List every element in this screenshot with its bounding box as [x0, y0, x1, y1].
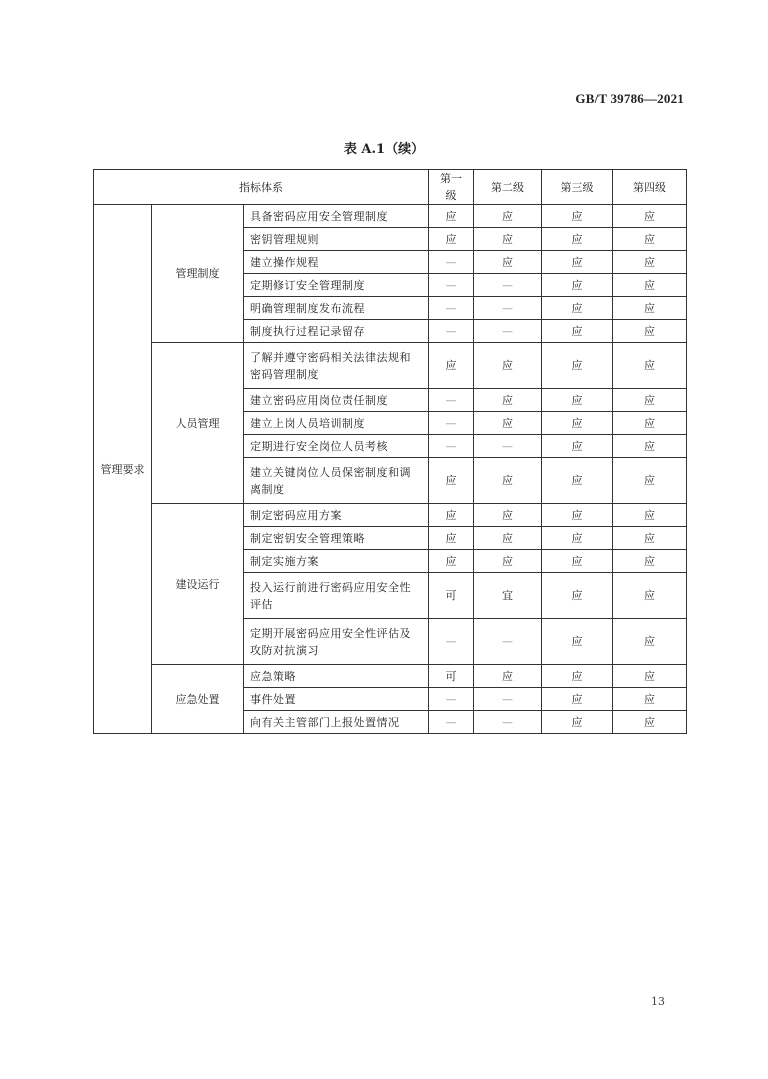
level-4-cell: 应 [613, 412, 687, 435]
level-2-cell: 宜 [474, 573, 542, 619]
indicator-cell: 建立上岗人员培训制度 [244, 412, 429, 435]
level-4-cell: 应 [613, 297, 687, 320]
level-1-cell: — [429, 688, 474, 711]
level-1-cell: — [429, 389, 474, 412]
level-4-cell: 应 [613, 343, 687, 389]
level-1-cell: 应 [429, 228, 474, 251]
level-4-cell: 应 [613, 389, 687, 412]
level-1-cell: 应 [429, 458, 474, 504]
indicator-cell: 定期修订安全管理制度 [244, 274, 429, 297]
level-1-cell: 应 [429, 504, 474, 527]
level-1-cell: — [429, 297, 474, 320]
indicator-cell: 定期开展密码应用安全性评估及攻防对抗演习 [244, 619, 429, 665]
level-2-cell: 应 [474, 550, 542, 573]
indicator-cell: 投入运行前进行密码应用安全性评估 [244, 573, 429, 619]
top-category-cell: 管理要求 [94, 205, 152, 734]
level-3-cell: 应 [542, 458, 613, 504]
indicator-cell: 应急策略 [244, 665, 429, 688]
level-3-cell: 应 [542, 504, 613, 527]
level-4-cell: 应 [613, 320, 687, 343]
category-cell: 管理制度 [152, 205, 244, 343]
indicator-cell: 制定密钥安全管理策略 [244, 527, 429, 550]
level-3-cell: 应 [542, 297, 613, 320]
indicator-cell: 制定密码应用方案 [244, 504, 429, 527]
level-1-cell: — [429, 619, 474, 665]
level-1-cell: 应 [429, 527, 474, 550]
level-4-cell: 应 [613, 550, 687, 573]
header-level-1: 第一级 [429, 170, 474, 205]
level-1-cell: — [429, 711, 474, 734]
level-2-cell: 应 [474, 458, 542, 504]
indicator-cell: 定期进行安全岗位人员考核 [244, 435, 429, 458]
level-3-cell: 应 [542, 389, 613, 412]
table-row [94, 205, 687, 228]
level-4-cell: 应 [613, 573, 687, 619]
level-3-cell: 应 [542, 251, 613, 274]
level-3-cell: 应 [542, 711, 613, 734]
indicator-cell: 制定实施方案 [244, 550, 429, 573]
header-level-4: 第四级 [613, 170, 687, 205]
level-2-cell: 应 [474, 412, 542, 435]
level-2-cell: 应 [474, 527, 542, 550]
table-row [94, 665, 687, 688]
category-cell: 建设运行 [152, 504, 244, 665]
level-4-cell: 应 [613, 205, 687, 228]
header-level-3: 第三级 [542, 170, 613, 205]
level-2-cell: 应 [474, 665, 542, 688]
level-4-cell: 应 [613, 527, 687, 550]
indicator-cell: 建立密码应用岗位责任制度 [244, 389, 429, 412]
indicator-cell: 事件处置 [244, 688, 429, 711]
level-1-cell: — [429, 412, 474, 435]
level-4-cell: 应 [613, 711, 687, 734]
level-2-cell: — [474, 711, 542, 734]
indicator-cell: 明确管理制度发布流程 [244, 297, 429, 320]
level-3-cell: 应 [542, 527, 613, 550]
indicator-cell: 了解并遵守密码相关法律法规和密码管理制度 [244, 343, 429, 389]
level-3-cell: 应 [542, 343, 613, 389]
table-title: 表 A.1（续） [343, 142, 425, 157]
level-3-cell: 应 [542, 550, 613, 573]
level-3-cell: 应 [542, 320, 613, 343]
level-2-cell: 应 [474, 343, 542, 389]
level-4-cell: 应 [613, 251, 687, 274]
standard-code: GB/T 39786—2021 [575, 91, 684, 106]
level-3-cell: 应 [542, 412, 613, 435]
table-row [94, 504, 687, 527]
level-2-cell: — [474, 274, 542, 297]
indicator-cell: 密钥管理规则 [244, 228, 429, 251]
level-2-cell: — [474, 320, 542, 343]
level-2-cell: — [474, 688, 542, 711]
indicator-cell: 建立关键岗位人员保密制度和调离制度 [244, 458, 429, 504]
level-1-cell: — [429, 274, 474, 297]
indicator-cell: 具备密码应用安全管理制度 [244, 205, 429, 228]
table-row [94, 343, 687, 389]
level-3-cell: 应 [542, 435, 613, 458]
level-1-cell: 可 [429, 573, 474, 619]
level-4-cell: 应 [613, 665, 687, 688]
table-body [94, 205, 687, 734]
header-level-2: 第二级 [474, 170, 542, 205]
page-number: 13 [651, 995, 665, 1008]
level-3-cell: 应 [542, 665, 613, 688]
level-4-cell: 应 [613, 619, 687, 665]
level-1-cell: 应 [429, 343, 474, 389]
indicator-cell: 向有关主管部门上报处置情况 [244, 711, 429, 734]
level-4-cell: 应 [613, 228, 687, 251]
level-2-cell: 应 [474, 389, 542, 412]
level-3-cell: 应 [542, 205, 613, 228]
level-4-cell: 应 [613, 435, 687, 458]
level-1-cell: — [429, 320, 474, 343]
level-3-cell: 应 [542, 274, 613, 297]
level-3-cell: 应 [542, 688, 613, 711]
table-header-row [94, 170, 687, 205]
level-3-cell: 应 [542, 228, 613, 251]
requirements-table [93, 169, 687, 734]
level-3-cell: 应 [542, 573, 613, 619]
level-4-cell: 应 [613, 688, 687, 711]
level-2-cell: 应 [474, 504, 542, 527]
level-1-cell: 可 [429, 665, 474, 688]
level-4-cell: 应 [613, 458, 687, 504]
level-1-cell: 应 [429, 550, 474, 573]
level-3-cell: 应 [542, 619, 613, 665]
header-indicator-system: 指标体系 [94, 170, 429, 205]
level-2-cell: 应 [474, 205, 542, 228]
level-2-cell: 应 [474, 228, 542, 251]
level-2-cell: 应 [474, 251, 542, 274]
level-2-cell: — [474, 435, 542, 458]
indicator-cell: 制度执行过程记录留存 [244, 320, 429, 343]
indicator-cell: 建立操作规程 [244, 251, 429, 274]
level-2-cell: — [474, 619, 542, 665]
level-1-cell: 应 [429, 205, 474, 228]
level-2-cell: — [474, 297, 542, 320]
category-cell: 人员管理 [152, 343, 244, 504]
category-cell: 应急处置 [152, 665, 244, 734]
level-4-cell: 应 [613, 504, 687, 527]
level-1-cell: — [429, 435, 474, 458]
level-1-cell: — [429, 251, 474, 274]
level-4-cell: 应 [613, 274, 687, 297]
